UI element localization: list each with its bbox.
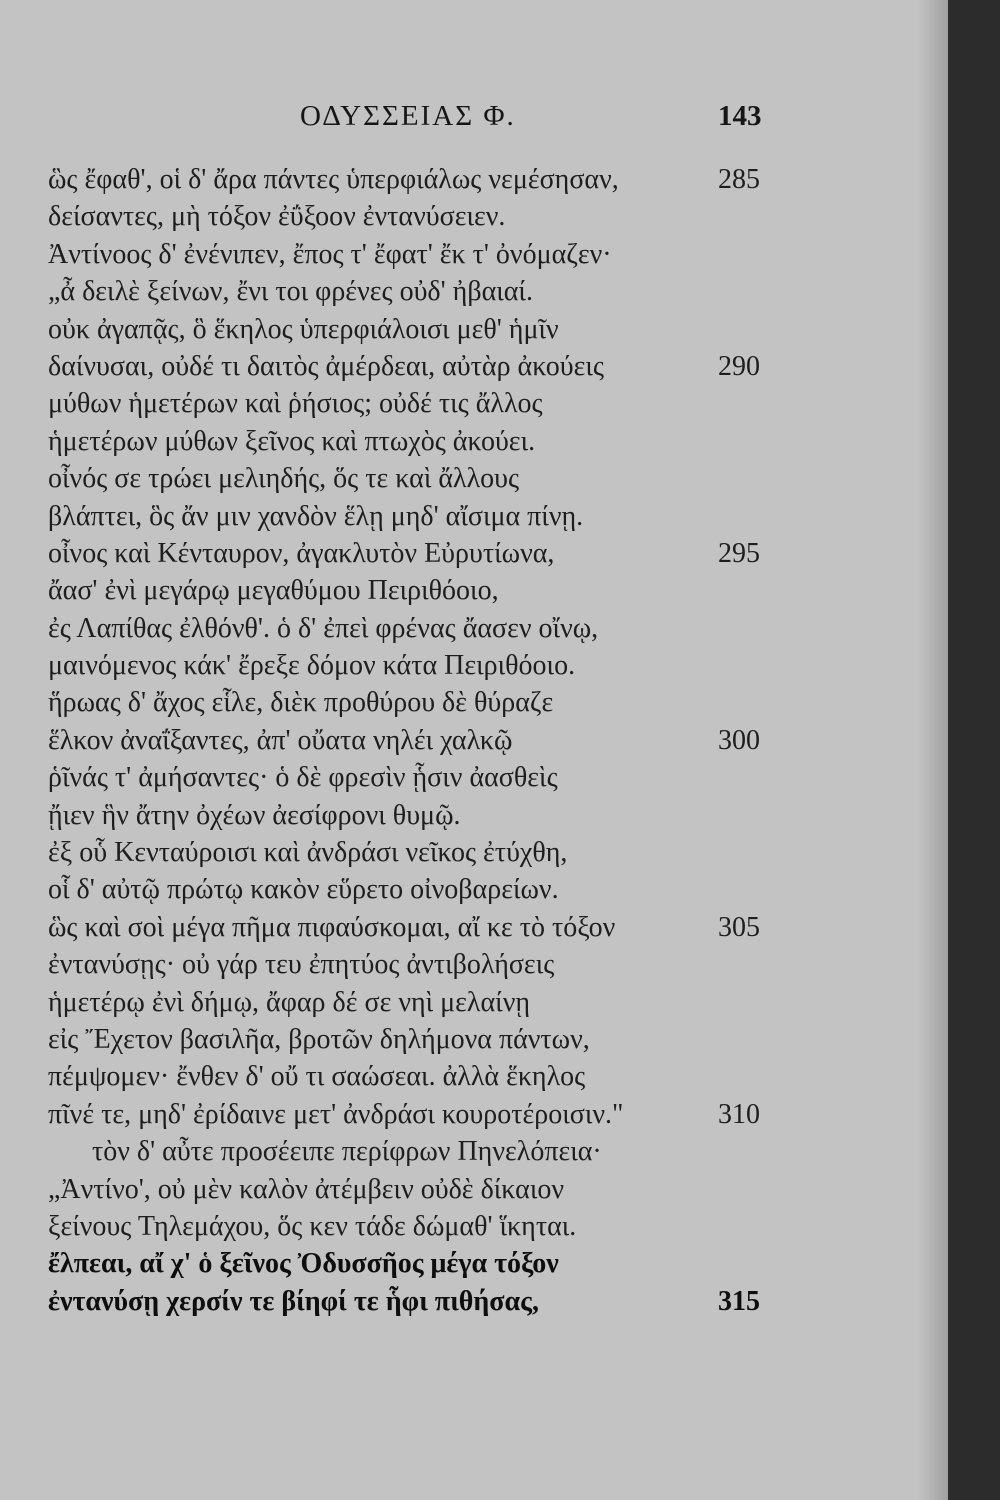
- verse-text: ἐντανύσῃς· οὐ γάρ τευ ἐπητύος ἀντιβολήσεις: [48, 949, 555, 981]
- verse-line: [0, 459, 948, 496]
- verse-line: [0, 870, 948, 907]
- verse-text: ἐς Λαπίθας ἐλθόνθ'. ὁ δ' ἐπεὶ φρένας ἄασεν οἴνῳ,: [48, 612, 599, 644]
- verse-text: ἡμετέρων μύθων ξεῖνος καὶ πτωχὸς ἀκούει.: [48, 425, 536, 457]
- verse-text: ἔλπεαι, αἴ χ' ὁ ξεῖνος Ὀδυσσῆος μέγα τόξον: [48, 1248, 559, 1280]
- verse-line: [0, 1207, 948, 1244]
- verse-line: [0, 721, 948, 758]
- verse-line: [0, 945, 948, 982]
- line-number: 310: [718, 1098, 760, 1130]
- page-header: [0, 100, 948, 140]
- verse-line: [0, 1132, 948, 1169]
- verse-text: ἕλκον ἀναΐξαντες, ἀπ' οὔατα νηλέι χαλκῷ: [48, 724, 513, 756]
- verse-text: „ἆ δειλὲ ξείνων, ἔνι τοι φρένες οὐδ' ἠβαιαί.: [48, 276, 533, 308]
- verse-text: ῥῖνάς τ' ἀμήσαντες· ὁ δὲ φρεσὶν ᾗσιν ἀασθεὶς: [48, 762, 558, 794]
- verse-text: βλάπτει, ὃς ἄν μιν χανδὸν ἕλῃ μηδ' αἴσιμα πίνῃ.: [48, 500, 584, 532]
- verse-line: [0, 609, 948, 646]
- verse-text: ὣς ἔφαθ', οἱ δ' ἄρα πάντες ὑπερφιάλως νεμέσησαν,: [48, 164, 619, 195]
- verse-line: [0, 160, 948, 197]
- verse-text: ἄασ' ἐνὶ μεγάρῳ μεγαθύμου Πειριθόοιο,: [48, 575, 499, 607]
- verse-line: [0, 235, 948, 272]
- verse-line: [0, 646, 948, 683]
- verse-text: πέμψομεν· ἔνθεν δ' οὔ τι σαώσεαι. ἀλλὰ ἕκηλος: [48, 1061, 586, 1093]
- verse-text: ἐντανύσῃ χερσίν τε βίηφί τε ἧφι πιθήσας,: [48, 1285, 539, 1317]
- verse-line: [0, 1020, 948, 1057]
- verse-line: [0, 534, 948, 571]
- verse-text: οἶνος καὶ Κένταυρον, ἀγακλυτὸν Εὐρυτίωνα,: [48, 537, 555, 569]
- verse-line: [0, 1095, 948, 1132]
- line-number: 290: [718, 350, 760, 382]
- line-number: 300: [718, 724, 760, 756]
- verse-line: [0, 571, 948, 608]
- verse-text: οἷ δ' αὐτῷ πρώτῳ κακὸν εὕρετο οἰνοβαρείων.: [48, 874, 559, 906]
- verse-text: οὐκ ἀγαπᾷς, ὃ ἕκηλος ὑπερφιάλοισι μεθ' ἡμῖν: [48, 313, 559, 345]
- line-number: 285: [718, 164, 760, 195]
- verse-line: [0, 497, 948, 534]
- verse-text: ξείνους Τηλεμάχου, ὅς κεν τάδε δώμαθ' ἵκηται.: [48, 1210, 577, 1242]
- running-title: ΟΔΥΣΣΕΙΑΣ Φ.: [300, 100, 516, 132]
- verse-line: [0, 197, 948, 234]
- verse-text: ἡμετέρῳ ἐνὶ δήμῳ, ἄφαρ δέ σε νηὶ μελαίνῃ: [48, 986, 531, 1018]
- verse-line: [0, 272, 948, 309]
- verse-text: Ἀντίνοος δ' ἐνένιπεν, ἔπος τ' ἔφατ' ἔκ τ' ὀνόμαζεν·: [48, 238, 612, 270]
- verse-text: „Ἀντίνο', οὐ μὲν καλὸν ἀτέμβειν οὐδὲ δίκαιον: [48, 1173, 565, 1205]
- verse-line: [0, 683, 948, 720]
- verse-text: πῖνέ τε, μηδ' ἐρίδαινε μετ' ἀνδράσι κουροτέροισιν.": [48, 1098, 624, 1130]
- verse-line: [0, 1244, 948, 1281]
- verse-line: [0, 310, 948, 347]
- verse-text: μαινόμενος κάκ' ἔρεξε δόμον κάτα Πειριθόοιο.: [48, 650, 576, 682]
- verse-line: [0, 422, 948, 459]
- verse-text: εἰς Ἔχετον βασιλῆα, βροτῶν δηλήμονα πάντων,: [48, 1023, 590, 1055]
- line-number: 305: [718, 911, 760, 943]
- verse-line: [0, 347, 948, 384]
- verse-line: [0, 384, 948, 421]
- verse-text: ἐξ οὗ Κενταύροισι καὶ ἀνδράσι νεῖκος ἐτύχθη,: [48, 837, 568, 869]
- verse-line: [0, 1170, 948, 1207]
- line-number: 295: [718, 537, 760, 569]
- verse-text: δαίνυσαι, οὐδέ τι δαιτὸς ἀμέρδεαι, αὐτὰρ ἀκούεις: [48, 350, 604, 382]
- verse-text: δείσαντες, μὴ τόξον ἐΰξοον ἐντανύσειεν.: [48, 201, 506, 233]
- verse-text: μύθων ἡμετέρων καὶ ῥήσιος; οὐδέ τις ἄλλος: [48, 388, 543, 420]
- verse-block: [0, 160, 948, 1319]
- line-number: 315: [718, 1285, 760, 1317]
- verse-line: [0, 1282, 948, 1319]
- verse-line: [0, 833, 948, 870]
- verse-text: ἥρωας δ' ἄχος εἷλε, διὲκ προθύρου δὲ θύραζε: [48, 687, 554, 719]
- page-number: 143: [718, 100, 762, 132]
- verse-line: [0, 908, 948, 945]
- verse-text: τὸν δ' αὖτε προσέειπε περίφρων Πηνελόπεια·: [92, 1136, 602, 1168]
- verse-line: [0, 1057, 948, 1094]
- verse-text: οἶνός σε τρώει μελιηδής, ὅς τε καὶ ἄλλους: [48, 463, 520, 495]
- verse-line: [0, 983, 948, 1020]
- verse-line: [0, 758, 948, 795]
- verse-line: [0, 796, 948, 833]
- verse-text: ὣς καὶ σοὶ μέγα πῆμα πιφαύσκομαι, αἴ κε τὸ τόξον: [48, 911, 616, 943]
- verse-text: ᾔιεν ἣν ἄτην ὀχέων ἀεσίφρονι θυμῷ.: [48, 799, 461, 831]
